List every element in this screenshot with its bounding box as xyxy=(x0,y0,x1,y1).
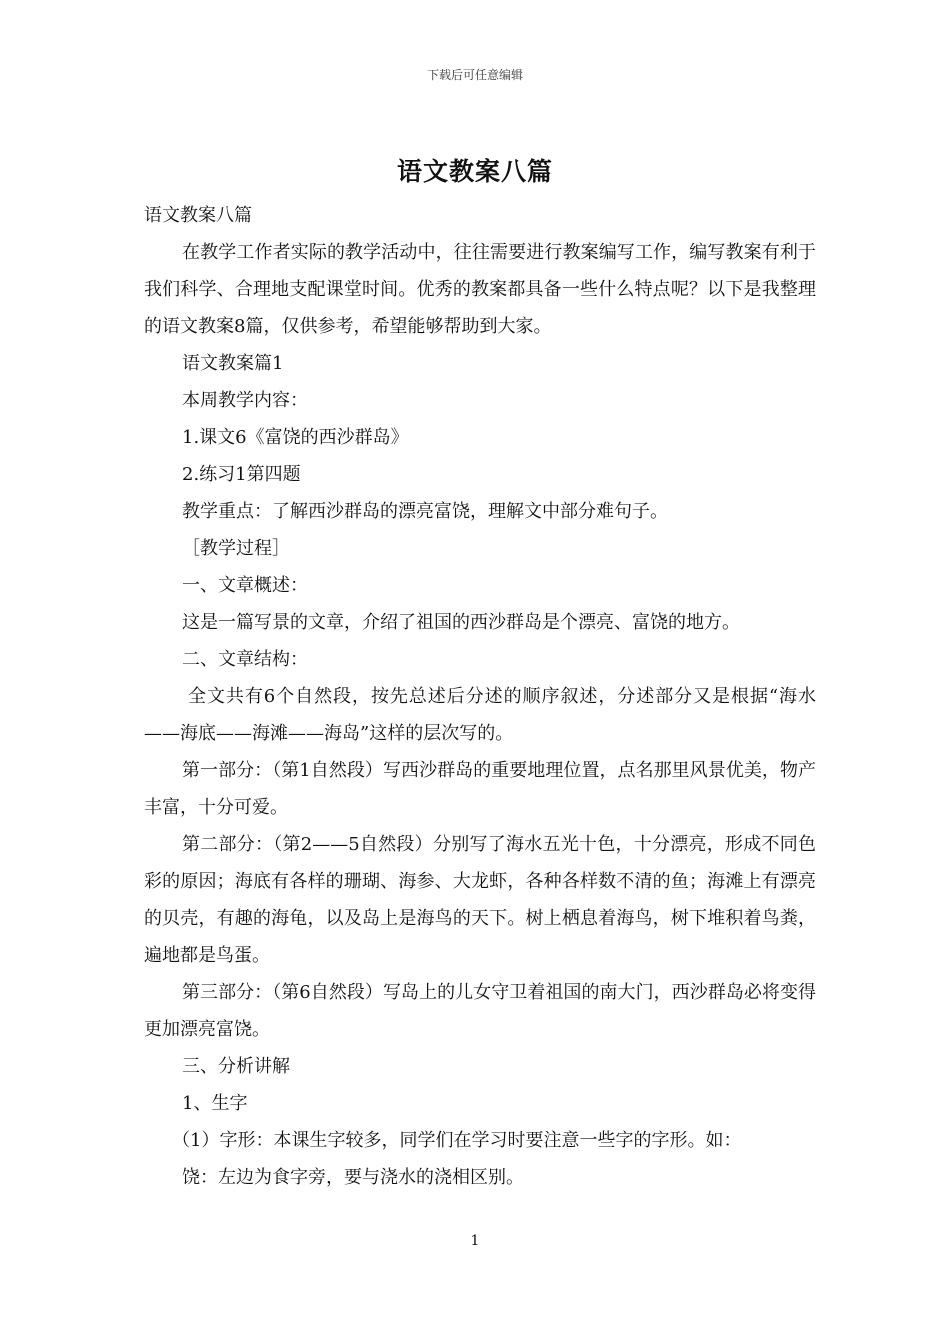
page-number: 1 xyxy=(470,1233,480,1249)
paragraph: 第三部分：（第6自然段）写岛上的儿女守卫着祖国的南大门，西沙群岛必将变得更加漂亮富饶。 xyxy=(144,982,816,1040)
page-header: 下载后可任意编辑 xyxy=(426,68,523,82)
paragraph: 三、分析讲解 xyxy=(182,1056,290,1077)
paragraph: 本周教学内容： xyxy=(182,390,308,411)
paragraph: 全文共有6个自然段，按先总述后分述的顺序叙述，分述部分又是根据“海水——海底——海滩——海岛”这样的层次写的。 xyxy=(144,686,816,744)
subtitle-paragraph: 语文教案八篇 xyxy=(144,205,252,226)
paragraph: 一、文章概述： xyxy=(182,575,308,596)
list-item: 1.课文6《富饶的西沙群岛》 xyxy=(182,427,409,448)
document-body xyxy=(144,197,816,1196)
document-title: 语文教案八篇 xyxy=(396,157,553,186)
paragraph: 第二部分：（第2——5自然段）分别写了海水五光十色，十分漂亮，形成不同色彩的原因；海底有各样的珊瑚、海参、大龙虾，各种各样数不清的鱼；海滩上有漂亮的贝壳，有趣的海龟，以及岛上是海鸟的天下。树上栖息着海鸟，树下堆积着鸟粪，遍地都是鸟蛋。 xyxy=(144,834,816,966)
paragraph: 这是一篇写景的文章，介绍了祖国的西沙群岛是个漂亮、富饶的地方。 xyxy=(182,612,740,633)
list-item: 2.练习1第四题 xyxy=(182,464,301,485)
paragraph: ［教学过程］ xyxy=(182,538,290,559)
paragraph: 二、文章结构： xyxy=(182,649,308,670)
intro-paragraph: 在教学工作者实际的教学活动中，往往需要进行教案编写工作，编写教案有利于我们科学、合理地支配课堂时间。优秀的教案都具备一些什么特点呢？以下是我整理的语文教案8篇，仅供参考，希望能够帮助到大家。 xyxy=(144,242,816,337)
paragraph: （1）字形：本课生字较多，同学们在学习时要注意一些字的字形。如： xyxy=(172,1130,742,1151)
paragraph: 第一部分：（第1自然段）写西沙群岛的重要地理位置，点名那里风景优美，物产丰富，十分可爱。 xyxy=(144,760,816,818)
paragraph: 教学重点：了解西沙群岛的漂亮富饶，理解文中部分难句子。 xyxy=(182,501,668,522)
section-heading: 语文教案篇1 xyxy=(182,353,284,374)
paragraph: 饶：左边为食字旁，要与浇水的浇相区别。 xyxy=(182,1167,524,1188)
paragraph: 1、生字 xyxy=(182,1093,248,1114)
